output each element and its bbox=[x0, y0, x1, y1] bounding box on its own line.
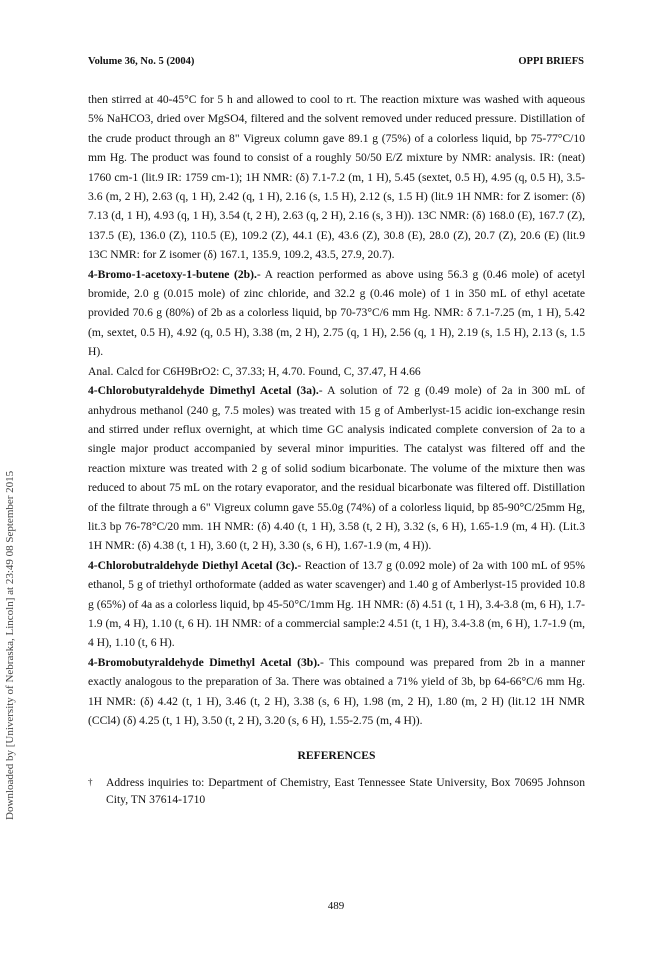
paragraph-3b-text: - This compound was prepared from 2b in a manner exactly analogous to the preparation of 3a. There was obtained a 71% yield of 3b, bp 64-66°C/6 mm Hg. 1H NMR: (δ) 4.42 (t, 1 H), 3.46 (t, 2 H), 3.38 (s, 6 H), 1.98 (m, 2 H), 1.80 (m, 2 H) (lit.12 1H NMR (CCl4) (δ) 4.25 (t, 1 H), 3.50 (t, 2 H), 3.20 (s, 6 H), 1.55-2.75 (m, 4 H)). bbox=[88, 655, 585, 727]
compound-heading-3b: 4-Bromobutyraldehyde Dimethyl Acetal (3b). bbox=[88, 655, 320, 669]
paragraph-3a bbox=[88, 381, 585, 556]
compound-heading-3c: 4-Chlorobutraldehyde Diethyl Acetal (3c). bbox=[88, 558, 298, 572]
paragraph-3a-text: - A solution of 72 g (0.49 mole) of 2a in 300 mL of anhydrous methanol (240 g, 7.5 moles) was treated with 15 g of Amberlyst-15 acidic ion-exchange resin and stirred under reflux overnight, at which time GC analysis indicated complete conversion of 2a to a single major product accompanied by several minor impurities. The catalyst was filtered off and the reaction mixture was treated with 2 g of solid sodium bicarbonate. The volume of the mixture then was reduced to about 75 mL on the rotary evaporator, and the residual bicarbonate was filtered off. Distillation of the filtrate through a 6" Vigreux column gave 55.0g (74%) of a colorless liquid, bp 85-90°C/25mm Hg, lit.3 bp 76-78°C/20 mm. 1H NMR: (δ) 4.40 (t, 1 H), 3.58 (t, 2 H), 3.32 (s, 6 H), 1.65-1.9 (m, 4 H). (Lit.3 1H NMR: (δ) 4.38 (t, 1 H), 3.60 (t, 2 H), 3.30 (s, 6 H), 1.67-1.9 (m, 4 H)). bbox=[88, 384, 585, 553]
article-body bbox=[88, 90, 585, 808]
reference-text: Address inquiries to: Department of Chemistry, East Tennessee State University, Box 70695 Johnson City, TN 37614-1710 bbox=[106, 775, 585, 806]
dagger-mark: † bbox=[88, 776, 93, 787]
elemental-analysis: Anal. Calcd for C6H9BrO2: C, 37.33; H, 4.70. Found, C, 37.47, H 4.66 bbox=[88, 364, 421, 378]
paragraph-3b bbox=[88, 653, 585, 731]
compound-heading-3a: 4-Chlorobutyraldehyde Dimethyl Acetal (3a). bbox=[88, 384, 319, 398]
download-watermark bbox=[4, 300, 18, 820]
section-title: OPPI BRIEFS bbox=[518, 56, 584, 67]
references-heading: REFERENCES bbox=[297, 749, 376, 763]
page-number: 489 bbox=[327, 900, 345, 912]
reference-item bbox=[88, 774, 585, 808]
compound-heading-2b: 4-Bromo-1-acetoxy-1-butene (2b). bbox=[88, 267, 257, 281]
watermark-text: Downloaded by [University of Nebraska, Lincoln] at 23:49 08 September 2015 bbox=[4, 470, 16, 820]
paragraph-3c bbox=[88, 556, 585, 653]
running-header bbox=[88, 56, 584, 72]
paragraph-2b bbox=[88, 265, 585, 362]
paragraph-2b-text: - A reaction performed as above using 56.3 g (0.46 mole) of acetyl bromide, 2.0 g (0.015 mole) of zinc chloride, and 32.2 g (0.46 mole) of 1 in 350 mL of ethyl acetate provided 70.6 g (80%) of 2b as a colorless liquid, bp 70-73°C/6 mm Hg. NMR: δ 7.1-7.25 (m, 1 H), 5.42 (m, sextet, 0.5 H), 4.92 (q, 0.5 H), 3.38 (m, 2 H), 2.75 (q, 1 H), 2.56 (q, 1 H), 2.19 (s, 1.5 H), 2.13 (s, 1.5 H). bbox=[88, 267, 585, 359]
journal-volume: Volume 36, No. 5 (2004) bbox=[88, 56, 195, 67]
paragraph-procedure-continued: then stirred at 40-45°C for 5 h and allowed to cool to rt. The reaction mixture was washed with aqueous 5% NaHCO3, dried over MgSO4, filtered and the solvent removed under reduced pressure. Distillation of the crude product through an 8" Vigreux column gave 89.1 g (75%) of a colorless liquid, bp 75-77°C/10 mm Hg. The product was found to consist of a roughly 50/50 E/Z mixture by NMR: analysis. IR: (neat) 1760 cm-1 (lit.9 IR: 1759 cm-1); 1H NMR: (δ) 7.1-7.2 (m, 1 H), 5.45 (sextet, 0.5 H), 4.95 (q, 0.5 H), 3.5-3.6 (m, 2 H), 2.63 (q, 1 H), 2.42 (q, 1 H), 2.16 (s, 1.5 H), 2.12 (s, 1.5 H) (lit.9 1H NMR: for Z isomer: (δ) 7.13 (d, 1 H), 4.93 (q, 1 H), 3.54 (t, 2 H), 2.63 (q, 2 H), 2.16 (s, 3 H)). 13C NMR: (δ) 168.0 (E), 167.7 (Z), 137.5 (E), 136.0 (Z), 110.5 (E), 109.2 (Z), 44.1 (E), 43.6 (Z), 30.8 (E), 28.0 (Z), 20.7 (Z), 20.6 (E) (lit.9 13C NMR: for Z isomer (δ) 167.1, 135.9, 109.2, 43.5, 27.9, 20.7). bbox=[88, 93, 585, 262]
paragraph-3c-text: - Reaction of 13.7 g (0.092 mole) of 2a with 100 mL of 95% ethanol, 5 g of triethyl orthoformate (added as water scavenger) and 1.40 g of Amberlyst-15 provided 10.8 g (65%) of 4a as a colorless liquid, bp 45-50°C/1mm Hg. 1H NMR: (δ) 4.51 (t, 1 H), 3.4-3.8 (m, 6 H), 1.7-1.9 (m, 4 H), 1.10 (t, 6 H). 1H NMR: of a commercial sample:2 4.51 (t, 1 H), 3.4-3.8 (m, 6 H), 1.7-1.9 (m, 4 H), 1.10 (t, 6 H). bbox=[88, 558, 586, 650]
